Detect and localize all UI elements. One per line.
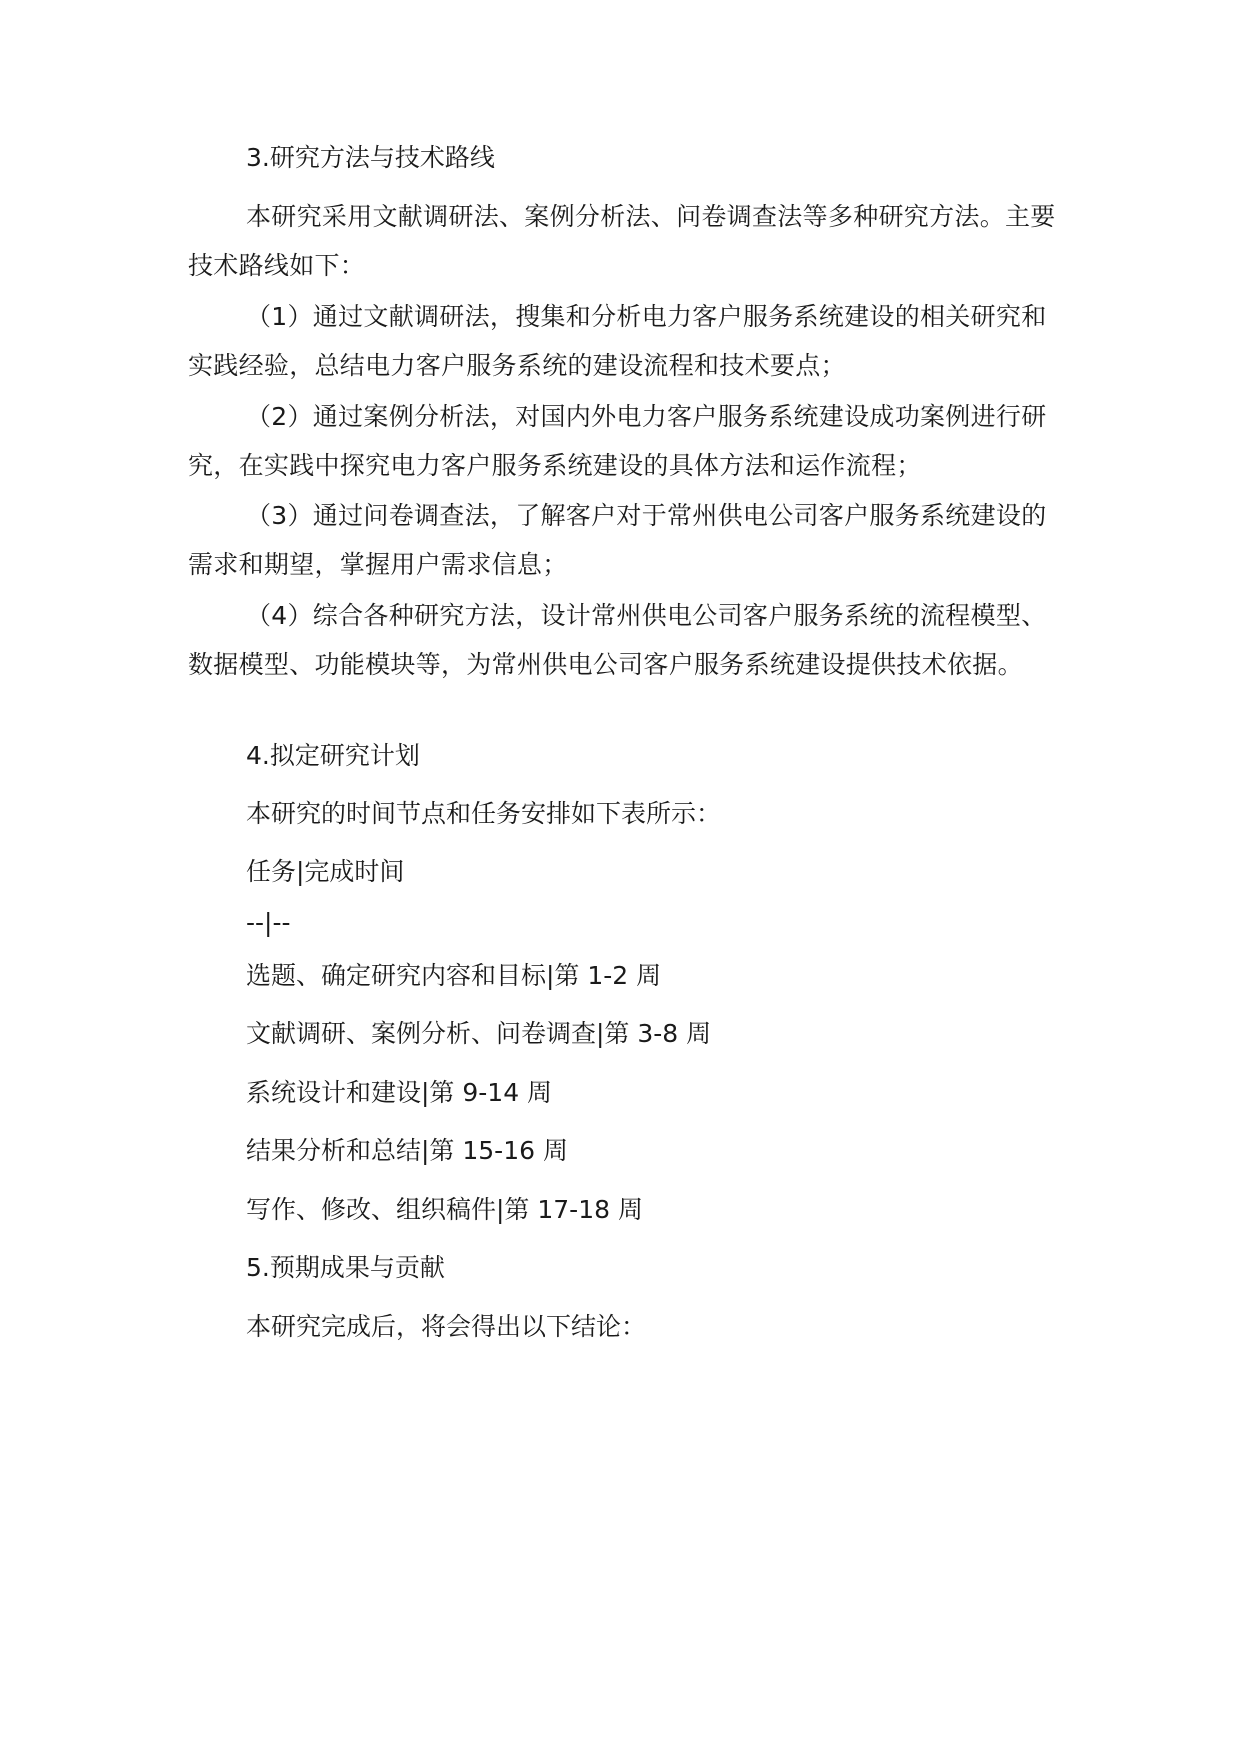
schedule-table-separator: --|-- [246, 908, 291, 937]
method-item-1: （1）通过文献调研法，搜集和分析电力客户服务系统建设的相关研究和实践经验，总结电力客户服务系统的建设流程和技术要点； [188, 302, 1047, 380]
section-3-intro-paragraph: 本研究采用文献调研法、案例分析法、问卷调查法等多种研究方法。主要技术路线如下： [188, 202, 1056, 280]
section-heading-4: 4.拟定研究计划 [246, 741, 420, 770]
method-item-3: （3）通过问卷调查法，了解客户对于常州供电公司客户服务系统建设的需求和期望，掌握用户需求信息； [188, 501, 1047, 579]
schedule-row-2: 文献调研、案例分析、问卷调查|第 3-8 周 [246, 1019, 712, 1048]
section-heading-5: 5.预期成果与贡献 [246, 1253, 445, 1282]
method-item-4: （4）综合各种研究方法，设计常州供电公司客户服务系统的流程模型、数据模型、功能模块等，为常州供电公司客户服务系统建设提供技术依据。 [188, 601, 1047, 679]
schedule-table-header: 任务|完成时间 [246, 857, 405, 886]
schedule-row-4: 结果分析和总结|第 15-16 周 [246, 1136, 568, 1165]
schedule-row-1: 选题、确定研究内容和目标|第 1-2 周 [246, 961, 662, 990]
schedule-row-5: 写作、修改、组织稿件|第 17-18 周 [246, 1195, 643, 1224]
section-heading-3: 3.研究方法与技术路线 [246, 143, 495, 172]
section-5-intro: 本研究完成后，将会得出以下结论： [246, 1312, 647, 1341]
method-item-2: （2）通过案例分析法，对国内外电力客户服务系统建设成功案例进行研究，在实践中探究电力客户服务系统建设的具体方法和运作流程； [188, 402, 1047, 480]
schedule-row-3: 系统设计和建设|第 9-14 周 [246, 1078, 553, 1107]
section-4-intro: 本研究的时间节点和任务安排如下表所示： [246, 799, 722, 828]
